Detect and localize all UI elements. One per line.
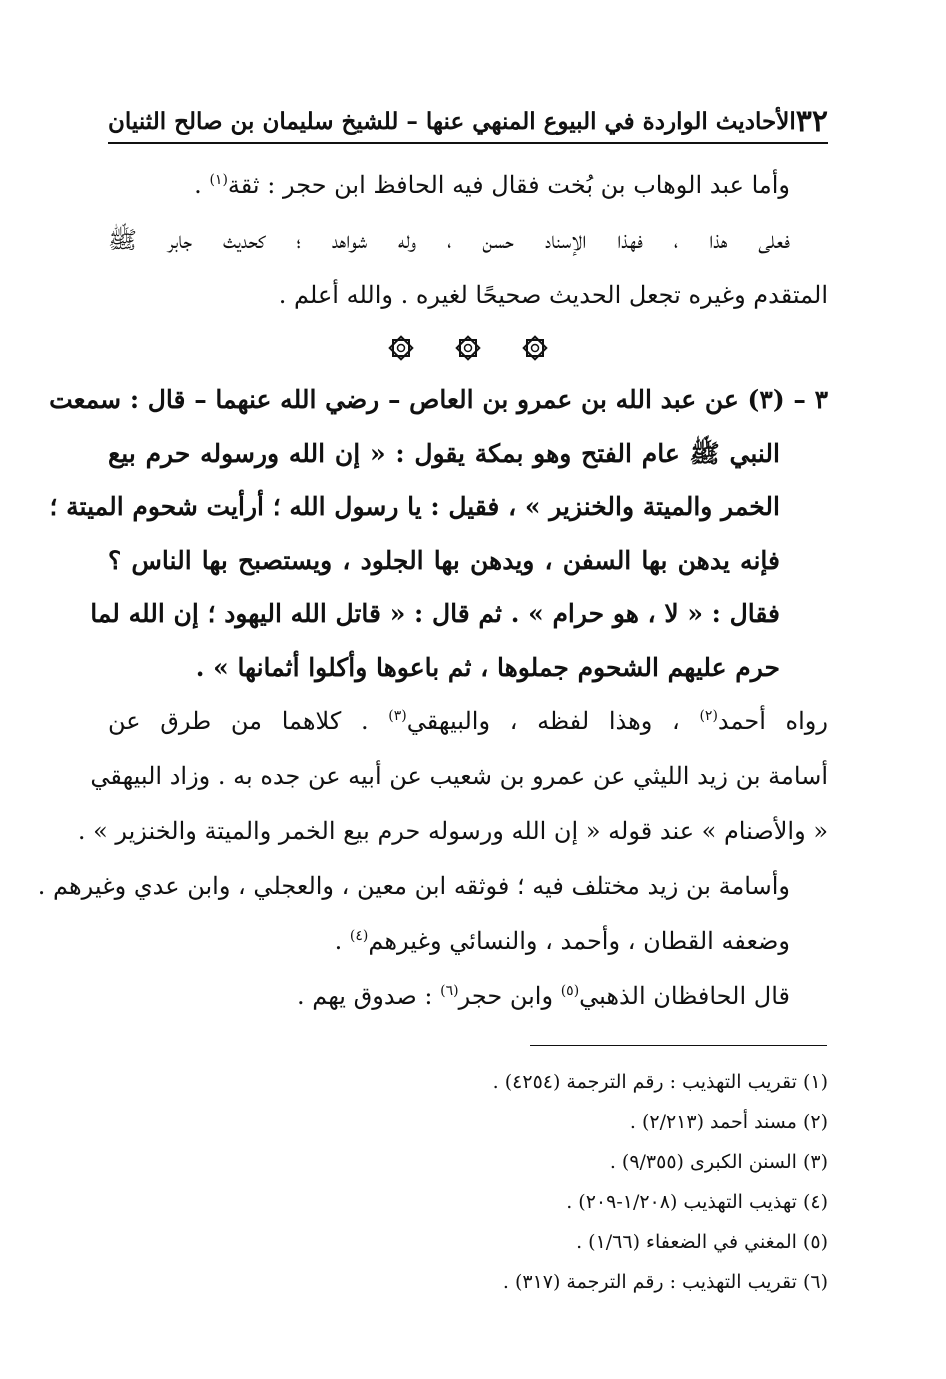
hadith-line: فقال : « لا ، هو حرام » . ثم قال : « قاتل الله اليهود ؛ إن الله لما <box>90 599 780 628</box>
main-text <box>37 158 828 1024</box>
paragraph-line: فعلى هذا ، فهذا الإسناد حسن ، وله شواهد ؛ كحديث جابر ﷺ <box>108 226 790 254</box>
footnote: (٤) تهذيب التهذيب (١/٢٠٨-٢٠٩) . <box>566 1191 828 1213</box>
paragraph-line: وضعفه القطان ، وأحمد ، والنسائي وغيرهم$^{(٤)}$ . <box>334 927 790 955</box>
paragraph-line: وأما عبد الوهاب بن بُخت فقال فيه الحافظ ابن حجر : ثقة$^{(١)}$ . <box>194 171 790 199</box>
paragraph-line: قال الحافظان الذهبي$^{(٥)}$ وابن حجر$^{(٦)}$ : صدوق يهم . <box>297 982 790 1010</box>
footnote-ref: (٦) <box>440 983 459 999</box>
hadith-line: النبي ﷺ عام الفتح وهو بمكة يقول : « إن الله ورسوله حرم بيع <box>108 438 780 468</box>
paragraph-line: « والأصنام » عند قوله « إن الله ورسوله حرم بيع الخمر والميتة والخنزير » . <box>77 817 828 845</box>
footnote: (٦) تقريب التهذيب : رقم الترجمة (٣١٧) . <box>502 1271 828 1293</box>
page-number: ٣٢ <box>795 104 828 139</box>
footnote-ref: (٤) <box>349 928 369 944</box>
running-title: الأحاديث الواردة في البيوع المنهي عنها – للشيخ سليمان بن صالح الثنيان <box>108 108 796 135</box>
paragraph-line: وأسامة بن زيد مختلف فيه ؛ فوثقه ابن معين ، والعجلي ، وابن عدي وغيرهم . <box>37 872 790 900</box>
hadith-line: حرم عليهم الشحوم جملوها ، ثم باعوها وأكلوا أثمانها » . <box>195 652 780 682</box>
footnote: (١) تقريب التهذيب : رقم الترجمة (٤٢٥٤) . <box>492 1071 828 1093</box>
footnotes <box>108 1062 828 1302</box>
star-ornament-icon <box>522 335 548 361</box>
footnote: (٢) مسند أحمد (٢/٢١٣) . <box>629 1111 828 1133</box>
footnote-ref: (١) <box>209 172 228 188</box>
star-ornament-icon <box>388 335 414 361</box>
footnote-ref: (٣) <box>388 708 407 724</box>
footnote-rule <box>530 1045 827 1046</box>
footnote: (٥) المغني في الضعفاء (١/٦٦) . <box>576 1231 828 1253</box>
footnote: (٣) السنن الكبرى (٩/٣٥٥) . <box>609 1151 828 1173</box>
section-separator <box>108 323 828 373</box>
footnote-ref: (٥) <box>560 983 580 999</box>
star-ornament-icon <box>455 335 481 361</box>
hadith-line: فإنه يدهن بها السفن ، ويدهن بها الجلود ، ويستصبح بها الناس ؟ <box>108 545 780 575</box>
hadith-line: ٣ – (٣) عن عبد الله بن عمرو بن العاص – رضي الله عنهما – قال : سمعت <box>49 385 828 414</box>
page-header <box>108 98 828 144</box>
hadith-line: الخمر والميتة والخنزير » ، فقيل : يا رسول الله ؛ أرأيت شحوم الميتة ؛ <box>49 492 780 521</box>
paragraph-line: أسامة بن زيد الليثي عن عمرو بن شعيب عن أبيه عن جده به . وزاد البيهقي <box>90 762 828 790</box>
paragraph-line: المتقدم وغيره تجعل الحديث صحيحًا لغيره . والله أعلم . <box>278 281 828 309</box>
paragraph-line: رواه أحمد$^{(٢)}$ ، وهذا لفظه ، والبيهقي$^{(٣)}$ . كلاهما من طرق عن <box>108 707 828 735</box>
header-rule <box>108 142 828 144</box>
footnote-ref: (٢) <box>699 708 718 724</box>
